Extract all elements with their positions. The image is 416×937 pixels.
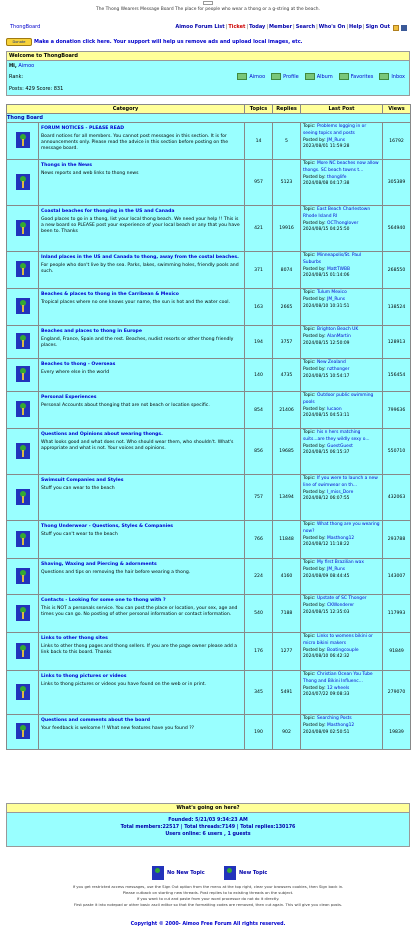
forum-last-post: [301, 521, 383, 559]
posted-by-label: Posted by:: [303, 366, 326, 372]
topic-label: Topic:: [303, 124, 316, 129]
forum-info: [39, 289, 245, 326]
last-poster-link[interactable]: JM_Runs: [327, 566, 346, 572]
forum-last-post: [301, 160, 383, 206]
nav-home-link[interactable]: ThongBoard: [10, 24, 41, 30]
forum-icon-cell: [7, 252, 39, 289]
forum-info: [39, 160, 245, 206]
last-post-date: 2024/08/15 12:35:03: [303, 609, 350, 615]
forum-replies-count: 3757: [273, 326, 301, 359]
forum-replies-count: 8074: [273, 252, 301, 289]
topic-label: Topic:: [303, 393, 316, 398]
forum-info: [39, 359, 245, 392]
forum-icon-cell: [7, 206, 39, 252]
forum-row: [7, 359, 411, 392]
forum-description: Questions and tips on removing the hair before wearing a thong.: [41, 570, 191, 575]
forum-info: [39, 715, 245, 750]
last-poster-link[interactable]: Masthong12: [327, 535, 355, 541]
legend-no-new: No New Topic: [152, 866, 205, 880]
topic-label: Topic:: [303, 672, 316, 677]
forum-info: [39, 326, 245, 359]
last-topic-link[interactable]: New Zealand: [316, 360, 346, 365]
forum-description: Stuff you can wear to the beach: [41, 486, 115, 491]
forum-last-post: [301, 633, 383, 671]
last-poster-link[interactable]: JM_Runs: [327, 137, 346, 143]
forum-icon-cell: [7, 359, 39, 392]
top-navbar: [6, 22, 410, 32]
rank-label: Rank:: [9, 74, 24, 80]
posted-by-label: Posted by:: [303, 296, 326, 302]
forum-description: Personal Accounts about thonging that are not beach or location specific.: [41, 403, 210, 408]
forum-description: What looks good and what does not. Who should wear them, who shouldn't. What's appropriate and what is not. Your voices and opinions.: [41, 440, 234, 452]
last-post-date: 2024/07/22 09:08:33: [303, 692, 350, 698]
forum-status-icon: [16, 723, 30, 739]
posted-by-label: Posted by:: [303, 137, 326, 143]
last-topic-link[interactable]: What thong are you wearing now?: [303, 522, 380, 534]
forum-last-post: [301, 123, 383, 160]
album-icon: [305, 73, 315, 80]
user-link-album[interactable]: Album: [305, 73, 333, 80]
forum-topics-count: 140: [245, 359, 273, 392]
forum-description: Good places to go in a thong, list your local thong beach. We need your help !! This is a new board so PLEASE post your experience of your local beach or any that you have been to. Thanks: [41, 217, 240, 235]
last-topic-link[interactable]: Links to womens bikini or micro bikini makers: [303, 634, 373, 646]
profile-icon: [271, 73, 281, 80]
forum-replies-count: 4735: [273, 359, 301, 392]
forum-replies-count: 5491: [273, 671, 301, 715]
no-new-topic-icon: [152, 866, 164, 880]
forum-row: [7, 633, 411, 671]
last-post-date: 2024/08/08 04:17:38: [303, 181, 350, 187]
forum-last-post: [301, 559, 383, 595]
forum-replies-count: 1277: [273, 633, 301, 671]
last-topic-link[interactable]: East Beach Charlestown Rhode Island RI: [303, 207, 371, 219]
forum-views-count: 138524: [383, 289, 411, 326]
forum-status-icon: [16, 174, 30, 190]
topic-label: Topic:: [303, 522, 316, 527]
last-topic-link[interactable]: Brighton Beach UK: [316, 327, 359, 332]
forum-status-icon: [16, 261, 30, 277]
posted-by-label: Posted by:: [303, 443, 326, 449]
section-title[interactable]: Thong Board: [7, 114, 411, 123]
totals-line: Total members:22517 | Total threads:7149 | Total replies:130176: [120, 825, 296, 831]
forum-last-post: [301, 289, 383, 326]
site-tagline: The Thong Wearers Message Board The place for people who wear a thong or a g-string at the beach.: [96, 7, 320, 12]
forum-replies-count: 11848: [273, 521, 301, 559]
help-notes: [0, 884, 416, 908]
stats-panel: [6, 803, 410, 847]
username-link[interactable]: Aimoo: [18, 63, 35, 69]
forum-title-link[interactable]: Shaving, Waxing and Piercing & adornments: [41, 562, 157, 567]
forum-description: For people who don't live by the sea. Parks, lakes, swimming holes, friendly pools and such.: [41, 263, 239, 275]
forum-info: [39, 123, 245, 160]
nav-sign-out[interactable]: Sign Out: [365, 24, 390, 30]
forum-icon-cell: [7, 160, 39, 206]
last-post-date: 2024/08/09 08:44:45: [303, 573, 350, 579]
forum-status-icon: [16, 220, 30, 236]
last-poster-link[interactable]: I_miss_Dore: [327, 489, 354, 495]
forum-info: [39, 392, 245, 429]
posted-by-label: Posted by:: [303, 535, 326, 541]
topic-label: Topic:: [303, 253, 316, 258]
forum-row: [7, 326, 411, 359]
last-topic-link[interactable]: If you were to launch a new line of swimwear on th...: [303, 476, 378, 488]
forum-description: Board notices for all members. You cannot post messages in this section. It is for announcements only. Please read the advice in this section before posting on the message board.: [41, 134, 229, 152]
forum-title-link[interactable]: Beaches & places to thong in the Carribean & Mexico: [41, 292, 179, 297]
forum-info: [39, 252, 245, 289]
forum-topics-count: 957: [245, 160, 273, 206]
note-line: Please cutback on starting new threads. Post replies to to existing threads on the subject.: [122, 889, 294, 895]
forum-status-icon: [16, 298, 30, 314]
forum-last-post: [301, 359, 383, 392]
forum-replies-count: 2665: [273, 289, 301, 326]
forum-last-post: [301, 429, 383, 475]
forum-info: [39, 429, 245, 475]
topic-label: Topic:: [303, 360, 316, 365]
stats-body: [7, 813, 409, 846]
forum-last-post: [301, 671, 383, 715]
col-topics: Topics: [245, 105, 273, 114]
forum-topics-count: 345: [245, 671, 273, 715]
online-line: Users online: 6 users , 1 guests: [165, 832, 251, 838]
last-post-date: 2023/08/01 11:59:28: [303, 144, 350, 150]
forum-last-post: [301, 715, 383, 750]
forum-views-count: 91849: [383, 633, 411, 671]
posted-by-label: Posted by:: [303, 333, 326, 339]
topic-label: Topic:: [303, 716, 316, 721]
forum-topics-count: 371: [245, 252, 273, 289]
topic-label: Topic:: [303, 560, 316, 565]
forum-topics-count: 856: [245, 429, 273, 475]
forum-views-count: 16792: [383, 123, 411, 160]
forum-info: [39, 206, 245, 252]
nav-member[interactable]: Member: [269, 24, 293, 30]
forum-description: Links to thong pictures or videos you have found on the web or in print.: [41, 682, 207, 687]
note-line: If you get restricted access messages, use the Sign Out option from the menu at the top right, clear your browsers cookies, then Sign back in.: [72, 884, 344, 889]
forum-title-link[interactable]: Thong Underwear - Questions, Styles & Companies: [41, 524, 174, 529]
forum-info: [39, 595, 245, 633]
forum-status-icon: [16, 489, 30, 505]
forum-info: [39, 671, 245, 715]
forum-row: [7, 595, 411, 633]
posted-by-label: Posted by:: [303, 266, 326, 272]
forum-last-post: [301, 392, 383, 429]
forum-topics-count: 224: [245, 559, 273, 595]
forum-topics-count: 540: [245, 595, 273, 633]
forum-info: [39, 559, 245, 595]
forum-row: [7, 123, 411, 160]
last-poster-link[interactable]: GuestGuest: [327, 443, 353, 449]
last-poster-link[interactable]: Boatingcouple: [327, 647, 359, 653]
forum-replies-count: 5: [273, 123, 301, 160]
forum-views-count: 279070: [383, 671, 411, 715]
topic-label: Topic:: [303, 430, 316, 435]
last-topic-link[interactable]: Upstate of SC Thonger: [316, 596, 367, 601]
forum-description: Links to other thong pages and thong sellers. If you are the page owner please add a link back to this board. Thanks: [41, 644, 238, 656]
col-category: Category: [7, 105, 245, 114]
last-poster-link[interactable]: lucaon: [327, 406, 342, 412]
forum-title-link[interactable]: Questions and Opinions about wearing thongs.: [41, 432, 163, 437]
inbox-icon: [379, 73, 389, 80]
user-link-profile[interactable]: Profile: [271, 73, 299, 80]
forum-views-count: 156454: [383, 359, 411, 392]
forum-replies-count: 5123: [273, 160, 301, 206]
posted-by-label: Posted by:: [303, 489, 326, 495]
last-poster-link[interactable]: JM_Runs: [327, 296, 346, 302]
forum-title-link[interactable]: Questions and comments about the board: [41, 718, 151, 723]
forum-last-post: [301, 475, 383, 521]
forum-row: [7, 289, 411, 326]
greeting-label: Hi,: [9, 63, 17, 69]
forum-last-post: [301, 252, 383, 289]
forum-row: [7, 160, 411, 206]
topic-label: Topic:: [303, 161, 316, 166]
site-logo: [203, 1, 213, 5]
last-topic-link[interactable]: Problems logging in or seeing topics and posts: [303, 124, 367, 136]
last-topic-link[interactable]: My first Brazilian wax: [316, 560, 364, 565]
forum-description: News reports and web links to thong news: [41, 171, 139, 176]
forum-row: [7, 206, 411, 252]
last-poster-link[interactable]: thonglife: [327, 174, 347, 180]
user-icon: [237, 73, 247, 80]
founded-date: Founded: 5/21/03 9:34:23 AM: [168, 818, 248, 823]
legend-new: New Topic: [224, 866, 267, 880]
posted-by-label: Posted by:: [303, 174, 326, 180]
forum-row: [7, 392, 411, 429]
col-replies: Replies: [273, 105, 301, 114]
forum-views-count: 19839: [383, 715, 411, 750]
posted-by-label: Posted by:: [303, 220, 326, 226]
forum-views-count: 117993: [383, 595, 411, 633]
forum-icon-cell: [7, 289, 39, 326]
forum-topics-count: 421: [245, 206, 273, 252]
forum-title-link[interactable]: Swimsuit Companies and Styles: [41, 478, 124, 483]
forum-topics-count: 757: [245, 475, 273, 521]
welcome-body: [7, 61, 409, 95]
forum-replies-count: 4160: [273, 559, 301, 595]
forum-info: [39, 633, 245, 671]
last-post-date: 2024/08/09 02:50:51: [303, 729, 350, 735]
forum-views-count: 564940: [383, 206, 411, 252]
forum-table: [6, 104, 411, 750]
donate-link[interactable]: Make a donation click here. Your support will help us remove ads and upload local images, etc.: [34, 38, 303, 45]
last-topic-link[interactable]: his n hers matching suits...are they wildly sexy o...: [303, 430, 370, 442]
forum-icon-cell: [7, 475, 39, 521]
forum-status-icon: [16, 643, 30, 659]
welcome-panel: [6, 51, 410, 96]
forum-title-link[interactable]: Thongs in the News: [41, 163, 93, 168]
forum-info: [39, 475, 245, 521]
donate-bar: [6, 37, 410, 47]
topic-label: Topic:: [303, 476, 316, 481]
new-topic-icon: [224, 866, 236, 880]
last-topic-link[interactable]: Searching Posts: [316, 716, 352, 721]
user-link-favorites[interactable]: Favorites: [339, 73, 374, 80]
forum-status-icon: [16, 531, 30, 547]
forum-row: [7, 521, 411, 559]
last-poster-link[interactable]: nzthonger: [327, 366, 350, 372]
forum-icon-cell: [7, 521, 39, 559]
nav-search[interactable]: Search: [295, 24, 316, 30]
forum-icon-cell: [7, 123, 39, 160]
forum-views-count: 268550: [383, 252, 411, 289]
forum-views-count: 550710: [383, 429, 411, 475]
forum-title-link[interactable]: FORUM NOTICES - PLEASE READ: [41, 126, 125, 131]
topic-label: Topic:: [303, 634, 316, 639]
forum-row: [7, 475, 411, 521]
forum-replies-count: 7188: [273, 595, 301, 633]
last-poster-link[interactable]: 12 wheels: [327, 685, 350, 691]
forum-title-link[interactable]: Links to other thong sites: [41, 636, 108, 641]
forum-replies-count: 21406: [273, 392, 301, 429]
forum-title-link[interactable]: Personal Experiences: [41, 395, 97, 400]
nav-links: Aimoo Forum List|Ticket|Today|Member|Search|Who's On|Help|Sign Out: [175, 24, 390, 30]
forum-title-link[interactable]: Beaches to thong - Overseas: [41, 362, 116, 367]
topic-label: Topic:: [303, 596, 316, 601]
last-topic-link[interactable]: Outdoor public swimming pools: [303, 393, 374, 405]
forum-row: [7, 715, 411, 750]
user-links: [237, 73, 405, 80]
last-post-date: 2024/08/15 10:54:17: [303, 373, 350, 379]
forum-status-icon: [16, 605, 30, 621]
forum-views-count: 143007: [383, 559, 411, 595]
forum-icon-cell: [7, 633, 39, 671]
nav-forum-list[interactable]: Aimoo Forum List: [175, 24, 225, 30]
forum-description: Stuff you can't wear to the beach: [41, 532, 118, 537]
last-topic-link[interactable]: Minneapolis/St. Paul Suburbs: [303, 253, 362, 265]
forum-replies-count: 902: [273, 715, 301, 750]
welcome-title: Welcome to ThongBoard: [7, 52, 409, 61]
posts-score: Posts: 429 Score: 831: [9, 86, 64, 92]
forum-info: [39, 521, 245, 559]
forum-row: [7, 252, 411, 289]
last-topic-link[interactable]: Christian Ocean You Tube Thong and Bikini Influenc...: [303, 672, 373, 684]
forum-status-icon: [16, 401, 30, 417]
forum-topics-count: 176: [245, 633, 273, 671]
forum-topics-count: 194: [245, 326, 273, 359]
forum-views-count: 128913: [383, 326, 411, 359]
posted-by-label: Posted by:: [303, 566, 326, 572]
last-post-date: 2024/08/10 06:42:32: [303, 654, 350, 660]
donate-button[interactable]: Donate: [6, 38, 32, 46]
forum-title-link[interactable]: Inland places in the US and Canada to thong, away from the costal beaches.: [41, 255, 239, 260]
favorites-icon: [339, 73, 349, 80]
forum-description: Tropical places where no one knows your name, the sun is hot and the water cool.: [41, 300, 231, 305]
forum-status-icon: [16, 684, 30, 700]
forum-icon-cell: [7, 326, 39, 359]
posted-by-label: Posted by:: [303, 406, 326, 412]
forum-replies-count: 19916: [273, 206, 301, 252]
forum-icon-cell: [7, 429, 39, 475]
posted-by-label: Posted by:: [303, 602, 326, 608]
forum-status-icon: [16, 333, 30, 349]
last-post-date: 2024/08/10 10:31:51: [303, 303, 350, 309]
user-link-aimoo[interactable]: Aimoo: [237, 73, 265, 80]
forum-description: England, France, Spain and the rest. Beaches, nudist resorts or other thong friendly places.: [41, 337, 234, 349]
forum-description: Every where else in the world: [41, 370, 110, 375]
forum-views-count: 293788: [383, 521, 411, 559]
forum-title-link[interactable]: Coastal beaches for thonging in the US and Canada: [41, 209, 175, 214]
last-post-date: 2024/08/15 04:53:11: [303, 413, 350, 419]
forum-row: [7, 429, 411, 475]
posted-by-label: Posted by:: [303, 685, 326, 691]
note-line: If you want to cut and paste from your word processor do not do it directly.: [136, 895, 280, 901]
nav-ticket[interactable]: Ticket: [228, 24, 246, 30]
stats-title: What's going on here?: [7, 804, 409, 813]
posted-by-label: Posted by:: [303, 647, 326, 653]
facebook-icon[interactable]: [401, 25, 407, 31]
nav-help[interactable]: Help: [349, 24, 362, 30]
forum-topics-count: 854: [245, 392, 273, 429]
last-post-date: 2024/08/12 11:18:22: [303, 542, 350, 548]
forum-topics-count: 190: [245, 715, 273, 750]
forum-views-count: 799636: [383, 392, 411, 429]
nav-whos-on[interactable]: Who's On: [318, 24, 346, 30]
forum-replies-count: 19685: [273, 429, 301, 475]
forum-description: Your feedback is welcome !! What new features have you found ??: [41, 726, 195, 731]
last-topic-link[interactable]: Tulum Mexico: [316, 290, 347, 295]
forum-status-icon: [16, 132, 30, 148]
col-last-post: Last Post: [301, 105, 383, 114]
forum-status-icon: [16, 366, 30, 382]
user-link-inbox[interactable]: Inbox: [379, 73, 405, 80]
forum-icon-cell: [7, 715, 39, 750]
note-line: First paste it into notepad or other basic ascii editor so that the formatting codes are removed, then cut again. This will give you clean posts.: [73, 901, 343, 907]
forum-icon-cell: [7, 559, 39, 595]
forum-description: This is NOT a personals service. You can post the place or location, your sex, age and times you can go. No posting of other personal information or contact information.: [41, 606, 238, 618]
forum-row: [7, 559, 411, 595]
last-poster-link[interactable]: Masthong12: [327, 722, 355, 728]
forum-status-icon: [16, 568, 30, 584]
forum-title-link[interactable]: Contacts - Looking for some one to thong with ?: [41, 598, 166, 603]
forum-topics-count: 163: [245, 289, 273, 326]
forum-row: [7, 671, 411, 715]
nav-today[interactable]: Today: [249, 24, 266, 30]
forum-last-post: [301, 595, 383, 633]
forum-topics-count: 14: [245, 123, 273, 160]
posted-by-label: Posted by:: [303, 722, 326, 728]
mail-icon[interactable]: [393, 25, 399, 31]
forum-views-count: 305389: [383, 160, 411, 206]
forum-last-post: [301, 326, 383, 359]
forum-topics-count: 766: [245, 521, 273, 559]
last-poster-link[interactable]: AlanMartin: [327, 333, 351, 339]
copyright: Copyright © 2000- Aimoo Free Forum All rights reserved.: [130, 922, 286, 927]
last-post-date: 2024/08/15 12:50:09: [303, 340, 350, 346]
forum-views-count: 432063: [383, 475, 411, 521]
forum-icon-cell: [7, 392, 39, 429]
forum-title-link[interactable]: Beaches and places to thong in Europe: [41, 329, 142, 334]
topic-label: Topic:: [303, 207, 316, 212]
topic-label: Topic:: [303, 290, 316, 295]
forum-title-link[interactable]: Links to thong pictures or videos: [41, 674, 127, 679]
last-topic-link[interactable]: More NC beaches now allow thongs. SC beach towns t...: [303, 161, 379, 173]
last-post-date: 2024/08/12 06:07:55: [303, 496, 350, 502]
last-post-date: 2024/08/15 01:14:06: [303, 273, 350, 279]
forum-last-post: [301, 206, 383, 252]
topic-label: Topic:: [303, 327, 316, 332]
forum-status-icon: [16, 443, 30, 459]
last-poster-link[interactable]: CKWonderer: [327, 602, 355, 608]
last-poster-link[interactable]: OCThonglover: [327, 220, 359, 226]
last-post-date: 2024/08/15 06:15:37: [303, 450, 350, 456]
col-views: Views: [383, 105, 411, 114]
last-post-date: 2024/08/15 04:25:50: [303, 227, 350, 233]
forum-icon-cell: [7, 595, 39, 633]
forum-replies-count: 13494: [273, 475, 301, 521]
last-poster-link[interactable]: MattTWBB: [327, 266, 351, 272]
forum-icon-cell: [7, 671, 39, 715]
